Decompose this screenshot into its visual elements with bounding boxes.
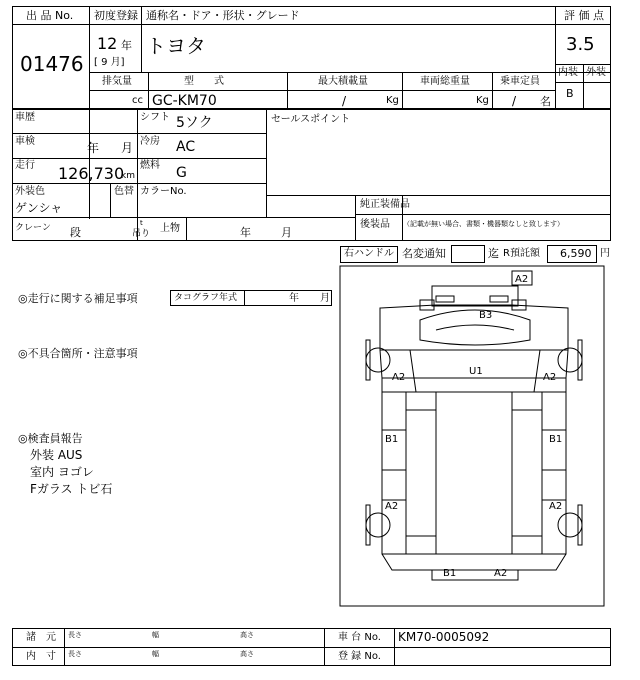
displacement-label: 排気量 [102,76,132,87]
max-load-slash: / [342,94,347,108]
crane-label: クレーン [15,223,51,233]
mileage-value: 126,730 [58,164,125,183]
history-label: 車歴 [15,112,35,123]
shift-label: シフト [140,112,170,123]
fuel-value: G [176,165,187,181]
inner-label: 内 寸 [26,651,56,662]
color-code-label: カラーNo. [140,186,187,197]
fuel-label: 燃料 [140,160,160,171]
first-reg-month: [ 9 月] [94,57,125,68]
name-label: 通称名・ドア・形状・グレード [146,9,300,22]
mileage-label: 走行 [15,160,35,171]
chassis-number: KM70-0005092 [398,630,490,644]
year-unit: 年 [121,39,132,52]
tacho-month: 月 [320,293,330,304]
damage-mark: B3 [479,310,493,321]
crane-unit: 段 [70,226,81,239]
capacity-slash: / [512,94,517,108]
inspector-line: 外装 AUS [30,448,83,462]
damage-mark: A2 [549,501,563,512]
inspector-label: ◎検査員報告 [18,432,83,445]
model-label: 型 式 [184,76,224,87]
dims-label: 諸 元 [26,632,56,643]
height-label: 高さ [240,631,254,639]
genuine-label: 純正装備品 [360,199,410,210]
ext-color-label: 外装色 [15,186,45,197]
defects-label: ◎不具合箇所・注意事項 [18,347,138,360]
interior-label: 内装 [558,67,578,78]
car-name: トヨタ [146,34,206,58]
tacho-label: タコグラフ年式 [174,293,238,303]
capacity-unit: 名 [540,95,551,108]
total-weight-label: 車両総重量 [420,76,470,87]
inspection-month: 月 [121,141,134,155]
inspector-line: Fガラス トビ石 [30,482,113,496]
displacement-unit: cc [132,95,143,106]
aircon-value: AC [176,139,196,155]
score-value: 3.5 [566,34,595,55]
damage-mark: B1 [385,434,399,445]
damage-mark: A2 [494,568,508,579]
total-weight-unit: Kg [476,95,489,106]
shift-value: 5ソク [176,115,213,131]
damage-mark: B1 [443,568,457,579]
inspector-line: 室内 ヨゴレ [30,465,94,479]
aftermarket-note: （記載が無い場合、書類・機器類なしと致します） [403,220,564,228]
height-label: 高さ [240,650,254,658]
reg-label: 登 録 No. [338,651,381,662]
crane-ton: t [140,219,143,227]
inspection-label: 車検 [15,136,35,147]
max-load-unit: Kg [386,95,399,106]
damage-mark: B1 [549,434,563,445]
sales-point-label: セールスポイント [271,114,351,125]
chassis-label: 車 台 No. [338,632,381,643]
damage-mark: U1 [469,366,483,377]
mileage-unit: km [121,171,135,181]
top-year: 年 [240,226,251,239]
length-label: 長さ [68,650,82,658]
steering-value: 右ハンドル [344,248,394,259]
recycle-label: R預託額 [503,248,540,259]
recycle-unit: 円 [600,248,610,259]
lot-label: 出 品 No. [26,9,74,22]
model-value: GC-KM70 [152,93,217,109]
top-label: 上物 [160,223,180,234]
width-label: 幅 [152,650,159,658]
width-label: 幅 [152,631,159,639]
color-no-label: 色替 [114,186,134,197]
crane-hang: 吊り [132,229,151,239]
first-reg-label: 初度登録 [94,9,138,22]
name-change-label: 名変通知 [402,247,446,260]
interior-grade: B [566,87,574,100]
damage-mark: A2 [385,501,399,512]
ext-color-value: ゲンシャ [15,201,63,215]
driving-notes-label: ◎走行に関する補足事項 [18,292,138,305]
damage-mark: A2 [392,372,406,383]
recycle-value: 6,590 [560,247,592,260]
lot-number: 01476 [20,52,84,76]
inspection-year: 年 [87,141,100,155]
capacity-label: 乗車定員 [500,76,540,87]
until-label: 迄 [488,247,499,260]
aftermarket-label: 後装品 [360,219,390,230]
max-load-label: 最大積載量 [318,76,368,87]
first-reg-year: 12 [97,34,118,53]
score-label: 評 価 点 [564,9,604,22]
tacho-year: 年 [289,293,299,304]
aircon-label: 冷房 [140,136,160,147]
top-month: 月 [281,226,292,239]
exterior-label: 外装 [586,67,606,78]
damage-mark: A2 [515,274,529,285]
length-label: 長さ [68,631,82,639]
damage-mark: A2 [543,372,557,383]
